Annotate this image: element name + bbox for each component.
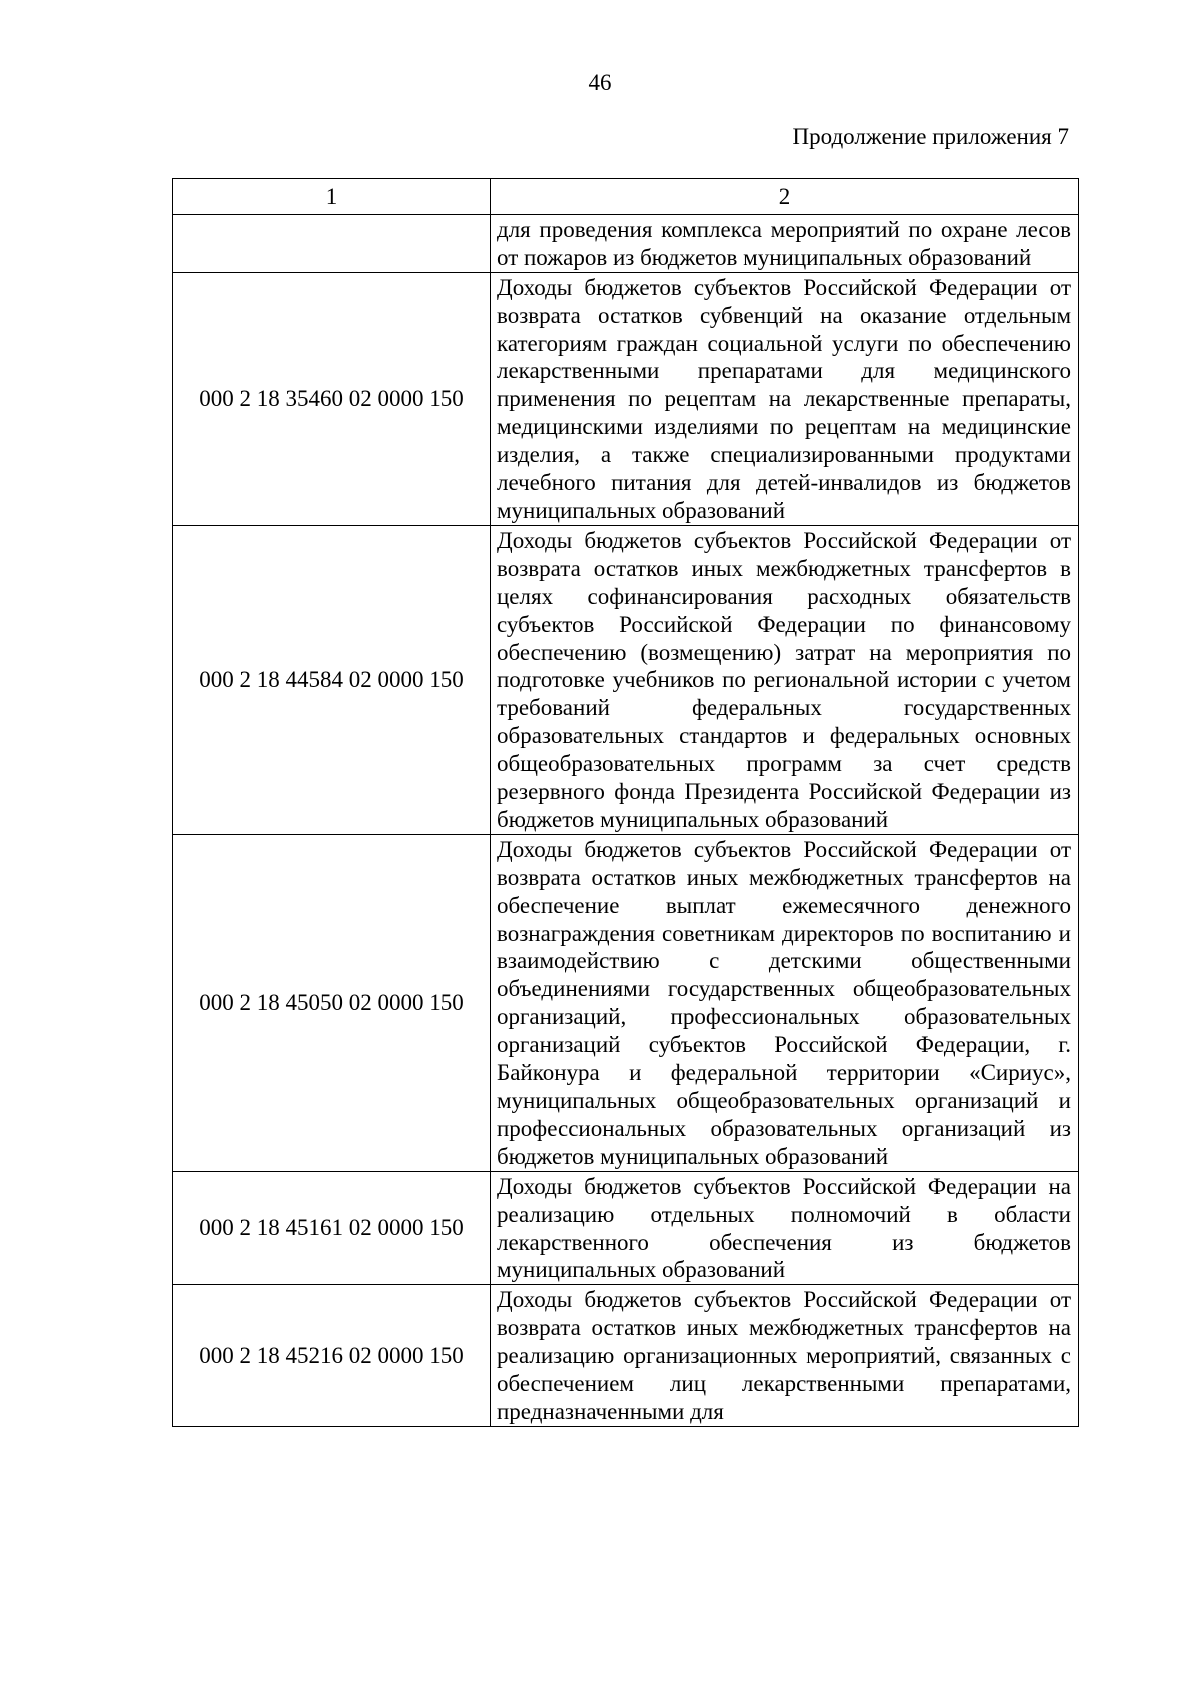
column-header-description: 2 bbox=[491, 179, 1079, 215]
table-row bbox=[173, 1285, 1079, 1427]
continuation-label: Продолжение приложения 7 bbox=[792, 124, 1069, 149]
budget-code-cell: 000 2 18 44584 02 0000 150 bbox=[173, 525, 491, 834]
budget-code-cell bbox=[173, 214, 491, 272]
table-header-row bbox=[173, 179, 1079, 215]
table-row bbox=[173, 214, 1079, 272]
income-description-cell: для проведения комплекса мероприятий по охране лесов от пожаров из бюджетов муниципальных образований bbox=[491, 214, 1079, 272]
income-description-cell: Доходы бюджетов субъектов Российской Федерации от возврата остатков иных межбюджетных трансфертов на реализацию организационных мероприятий, связанных с обеспечением лиц лекарственными препаратами, предназначенными для bbox=[491, 1285, 1079, 1427]
income-description-cell: Доходы бюджетов субъектов Российской Федерации на реализацию отдельных полномочий в области лекарственного обеспечения из бюджетов муниципальных образований bbox=[491, 1171, 1079, 1285]
income-description-cell: Доходы бюджетов субъектов Российской Федерации от возврата остатков иных межбюджетных трансфертов в целях софинансирования расходных обязательств субъектов Российской Федерации по финансовому обеспечению (возмещению) затрат на мероприятия по подготовке учебников по региональной истории с учетом требований федеральных государственных образовательных стандартов и федеральных основных общеобразовательных программ за счет средств резервного фонда Президента Российской Федерации из бюджетов муниципальных образований bbox=[491, 525, 1079, 834]
budget-code-cell: 000 2 18 45050 02 0000 150 bbox=[173, 834, 491, 1171]
budget-code-cell: 000 2 18 35460 02 0000 150 bbox=[173, 272, 491, 525]
page-number: 46 bbox=[588, 70, 612, 95]
column-header-code: 1 bbox=[173, 179, 491, 215]
table-row bbox=[173, 525, 1079, 834]
income-codes-table bbox=[172, 178, 1079, 1427]
income-description-cell: Доходы бюджетов субъектов Российской Федерации от возврата остатков субвенций на оказание отдельным категориям граждан социальной услуги по обеспечению лекарственными препаратами для медицинского применения по рецептам на лекарственные препараты, медицинскими изделиями по рецептам на медицинские изделия, а также специализированными продуктами лечебного питания для детей-инвалидов из бюджетов муниципальных образований bbox=[491, 272, 1079, 525]
income-description-cell: Доходы бюджетов субъектов Российской Федерации от возврата остатков иных межбюджетных трансфертов на обеспечение выплат ежемесячного денежного вознаграждения советникам директоров по воспитанию и взаимодействию с детскими общественными объединениями государственных общеобразовательных организаций, профессиональных образовательных организаций субъектов Российской Федерации, г. Байконура и федеральной территории «Сириус», муниципальных общеобразовательных организаций и профессиональных образовательных организаций из бюджетов муниципальных образований bbox=[491, 834, 1079, 1171]
table-row bbox=[173, 272, 1079, 525]
budget-code-cell: 000 2 18 45216 02 0000 150 bbox=[173, 1285, 491, 1427]
table-row bbox=[173, 1171, 1079, 1285]
table-row bbox=[173, 834, 1079, 1171]
budget-code-cell: 000 2 18 45161 02 0000 150 bbox=[173, 1171, 491, 1285]
